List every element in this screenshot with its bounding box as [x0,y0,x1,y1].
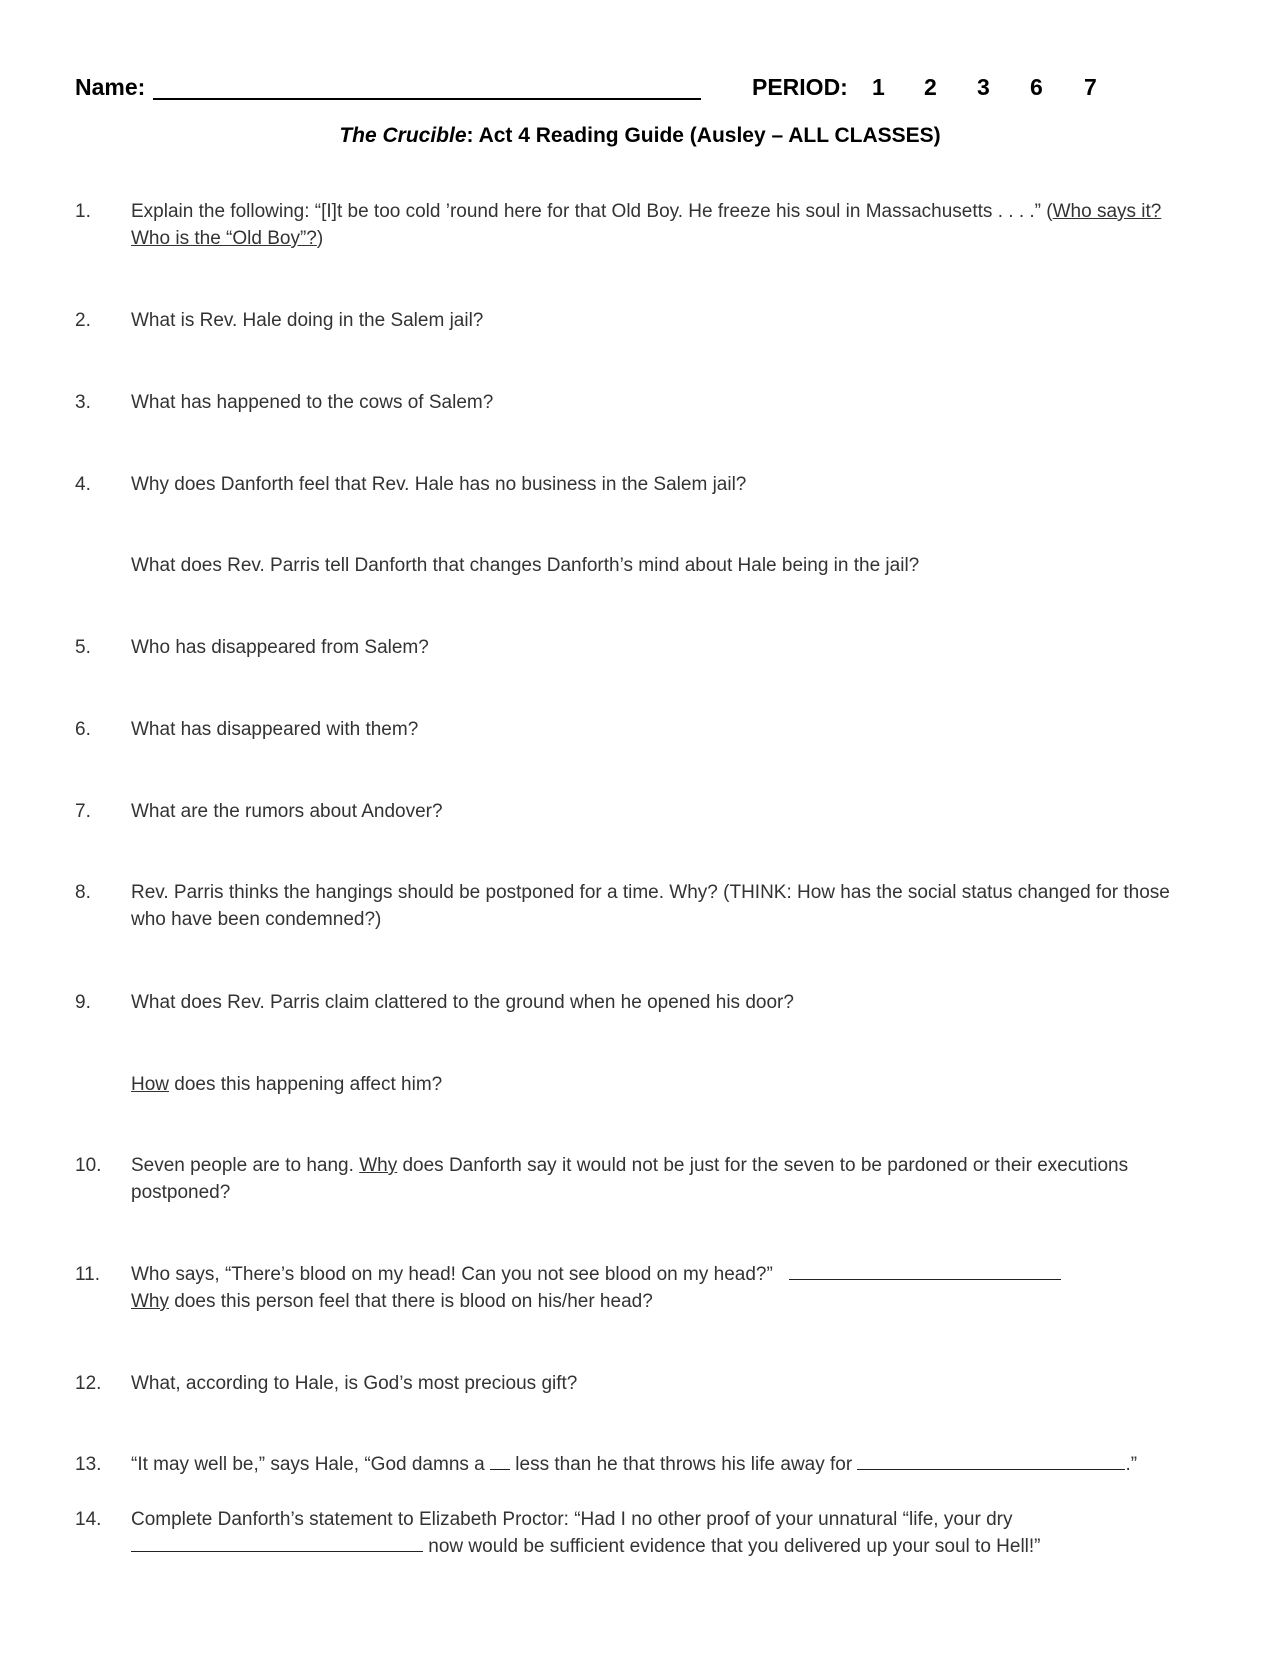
question-number: 11. [75,1264,101,1285]
question-text: “It may well be,” says Hale, “God damns a [131,1454,491,1475]
question-number: 5. [75,637,91,658]
followup-underlined-word: How [131,1074,170,1095]
page-title [0,124,1280,148]
question-text-end: ) [316,228,324,249]
question-number: 1. [75,201,91,222]
question-number: 3. [75,392,91,413]
question-3 [75,389,1195,417]
question-text: What has happened to the cows of Salem? [131,392,494,413]
question-14 [75,1506,1195,1562]
question-13 [75,1451,1195,1479]
question-9 [75,989,1195,1017]
question-text: Explain the following: “[I]t be too cold ’round here for that Old Boy. He freeze his soul in Massachusetts . . . .” ( [131,201,1053,222]
period-option-1[interactable]: 1 [872,74,885,100]
question-text: What, according to Hale, is God’s most precious gift? [131,1373,578,1394]
header-row [75,70,1205,104]
question-7 [75,798,1195,826]
answer-blank[interactable] [789,1263,1061,1280]
question-text: Who says, “There’s blood on my head! Can you not see blood on my head?” [131,1264,773,1285]
question-9-followup [131,1071,1191,1098]
question-underlined-text: Who says it? Who is the “Old Boy”? [131,201,1162,249]
question-text: Why does Danforth feel that Rev. Hale has no business in the Salem jail? [131,474,747,495]
question-8 [75,879,1195,935]
question-6 [75,716,1195,744]
question-number: 4. [75,474,91,495]
question-1 [75,198,1195,254]
period-option-2[interactable]: 2 [924,74,937,100]
question-10 [75,1152,1195,1208]
period-option-7[interactable]: 7 [1084,74,1097,100]
question-number: 13. [75,1454,102,1475]
name-blank-line[interactable] [153,98,701,100]
question-4-followup: What does Rev. Parris tell Danforth that changes Danforth’s mind about Hale being in the jail? [131,555,920,576]
followup-text: does this happening affect him? [169,1074,443,1095]
question-12 [75,1370,1195,1398]
question-text: What does Rev. Parris claim clattered to the ground when he opened his door? [131,992,794,1013]
question-11 [75,1261,1195,1317]
question-text-rest: does this person feel that there is blood on his/her head? [169,1291,653,1312]
period-option-6[interactable]: 6 [1030,74,1043,100]
question-underlined-word: Why [359,1155,398,1176]
question-text-rest: now would be sufficient evidence that you delivered up your soul to Hell!” [423,1536,1041,1557]
question-text: What are the rumors about Andover? [131,801,443,822]
question-text: Rev. Parris thinks the hangings should be postponed for a time. Why? (THINK: How has the social status changed for those who have been condemned?) [131,882,1170,930]
question-text-rest: does Danforth say it would not be just for the seven to be pardoned or their executions postponed? [131,1155,1129,1203]
question-4 [75,471,1195,499]
question-number: 7. [75,801,91,822]
question-number: 14. [75,1509,102,1530]
answer-blank-long[interactable] [857,1453,1125,1470]
title-rest: : Act 4 Reading Guide (Ausley – ALL CLASSES) [466,124,941,147]
answer-blank-short[interactable] [490,1453,510,1470]
name-label: Name: [75,74,146,100]
question-2 [75,307,1195,335]
question-text: What is Rev. Hale doing in the Salem jail? [131,310,484,331]
question-underlined-word: Why [131,1291,169,1312]
question-number: 6. [75,719,91,740]
question-number: 12. [75,1373,102,1394]
question-text: What has disappeared with them? [131,719,419,740]
question-5 [75,634,1195,662]
question-text: Who has disappeared from Salem? [131,637,429,658]
question-text: Complete Danforth’s statement to Elizabeth Proctor: “Had I no other proof of your unnatural “life, your dry [131,1509,1013,1530]
period-option-3[interactable]: 3 [977,74,990,100]
question-text-middle: less than he that throws his life away for [510,1454,858,1475]
question-number: 8. [75,882,91,903]
question-text: Seven people are to hang. [131,1155,360,1176]
question-number: 9. [75,992,91,1013]
period-label: PERIOD: [752,74,848,100]
question-number: 10. [75,1155,102,1176]
question-text-end: .” [1125,1454,1138,1475]
question-number: 2. [75,310,91,331]
answer-blank[interactable] [131,1535,423,1552]
title-italic: The Crucible [339,124,467,147]
